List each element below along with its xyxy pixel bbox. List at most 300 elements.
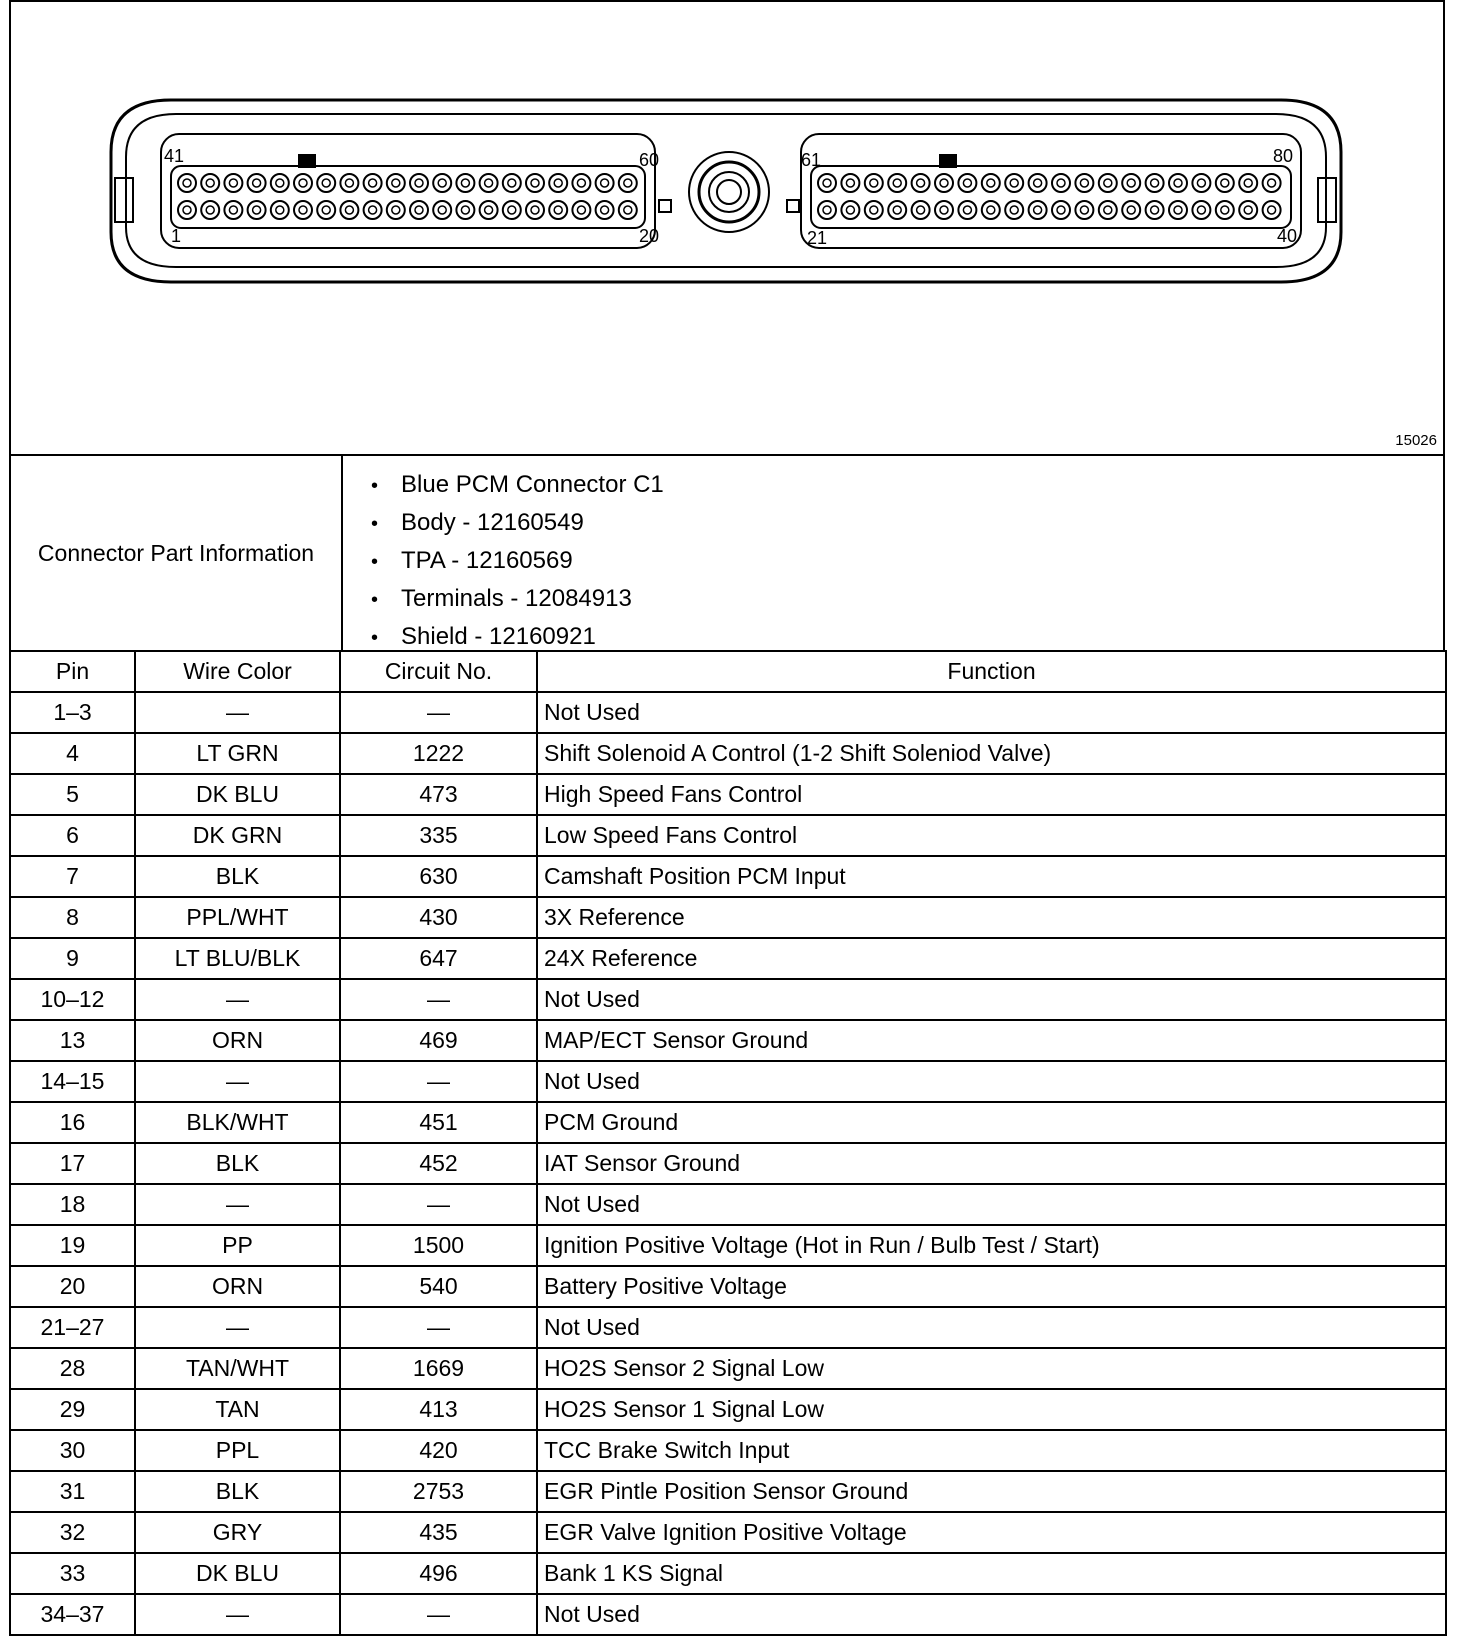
- pin-hole-center: [485, 179, 493, 187]
- pin-hole: [480, 174, 498, 192]
- table-row: [10, 1184, 1446, 1225]
- info-item: [371, 580, 664, 618]
- cell-circuit-no: 452: [340, 1143, 537, 1184]
- pin-hole: [1146, 201, 1164, 219]
- pinout-table: [9, 650, 1447, 1636]
- table-row: [10, 1512, 1446, 1553]
- pin-hole-center: [299, 179, 307, 187]
- cell-pin: 6: [10, 815, 135, 856]
- cell-pin: 13: [10, 1020, 135, 1061]
- cell-wire-color: BLK: [135, 856, 340, 897]
- pin-hole: [340, 174, 358, 192]
- pin-hole-center: [299, 206, 307, 214]
- cell-circuit-no: 1500: [340, 1225, 537, 1266]
- pin-hole-center: [183, 206, 191, 214]
- center-bolt-core: [717, 180, 741, 204]
- pin-label-60: 60: [639, 150, 660, 170]
- pin-hole: [1099, 201, 1117, 219]
- pin-hole-center: [870, 179, 878, 187]
- pin-hole: [982, 201, 1000, 219]
- cell-pin: 10–12: [10, 979, 135, 1020]
- pin-hole-center: [206, 179, 214, 187]
- pin-hole-center: [893, 179, 901, 187]
- header-pin: Pin: [10, 651, 135, 692]
- cell-function: Not Used: [537, 1307, 1446, 1348]
- cell-circuit-no: 473: [340, 774, 537, 815]
- cell-wire-color: —: [135, 692, 340, 733]
- info-item-text: Body - 12160549: [401, 509, 584, 536]
- cell-function: Shift Solenoid A Control (1-2 Shift Soleniod Valve): [537, 733, 1446, 774]
- pin-hole-center: [415, 206, 423, 214]
- cell-wire-color: —: [135, 1061, 340, 1102]
- table-row: [10, 1102, 1446, 1143]
- pin-hole-center: [1034, 179, 1042, 187]
- pin-hole: [912, 201, 930, 219]
- table-header-row: [10, 651, 1446, 692]
- pin-hole: [1052, 174, 1070, 192]
- pin-hole: [596, 174, 614, 192]
- cell-function: Not Used: [537, 979, 1446, 1020]
- pin-hole-center: [601, 206, 609, 214]
- connector-part-info: [9, 454, 1445, 652]
- cell-pin: 7: [10, 856, 135, 897]
- pin-label-21: 21: [807, 228, 828, 248]
- pin-hole: [178, 174, 196, 192]
- pin-hole: [1239, 174, 1257, 192]
- cell-wire-color: LT GRN: [135, 733, 340, 774]
- table-row: [10, 1553, 1446, 1594]
- pin-hole: [410, 201, 428, 219]
- pin-hole: [433, 174, 451, 192]
- pin-hole-center: [229, 179, 237, 187]
- pin-hole-center: [823, 206, 831, 214]
- cell-circuit-no: 1669: [340, 1348, 537, 1389]
- table-row: [10, 979, 1446, 1020]
- table-row: [10, 1430, 1446, 1471]
- pin-hole: [549, 201, 567, 219]
- cell-circuit-no: 630: [340, 856, 537, 897]
- pin-label-80: 80: [1273, 146, 1294, 166]
- bullet-icon: •: [371, 589, 379, 611]
- table-row: [10, 1389, 1446, 1430]
- pin-hole: [1146, 174, 1164, 192]
- pin-hole-center: [1057, 179, 1065, 187]
- cell-pin: 5: [10, 774, 135, 815]
- pin-hole: [841, 174, 859, 192]
- cell-function: HO2S Sensor 2 Signal Low: [537, 1348, 1446, 1389]
- cell-pin: 14–15: [10, 1061, 135, 1102]
- pin-hole: [841, 201, 859, 219]
- cell-pin: 9: [10, 938, 135, 979]
- pin-hole-center: [1127, 179, 1135, 187]
- table-row: [10, 1348, 1446, 1389]
- pin-hole: [503, 201, 521, 219]
- connector-face-drawing: [11, 2, 1447, 458]
- center-bolt-inner: [709, 172, 749, 212]
- pin-label-1: 1: [171, 226, 182, 246]
- cell-pin: 8: [10, 897, 135, 938]
- cell-function: Not Used: [537, 1594, 1446, 1635]
- pin-hole-center: [508, 179, 516, 187]
- pin-hole: [526, 201, 544, 219]
- table-row: [10, 1061, 1446, 1102]
- info-item-text: Shield - 12160921: [401, 623, 596, 650]
- tab-right: [787, 200, 799, 212]
- pin-hole-center: [508, 206, 516, 214]
- header-function: Function: [537, 651, 1446, 692]
- cell-function: High Speed Fans Control: [537, 774, 1446, 815]
- key-left: [298, 154, 316, 168]
- pin-hole: [1052, 201, 1070, 219]
- cell-wire-color: BLK: [135, 1471, 340, 1512]
- pin-label-40: 40: [1277, 226, 1298, 246]
- info-item: [371, 542, 664, 580]
- cell-circuit-no: 2753: [340, 1471, 537, 1512]
- header-wire-color: Wire Color: [135, 651, 340, 692]
- pin-hole-center: [1080, 206, 1088, 214]
- cell-circuit-no: 413: [340, 1389, 537, 1430]
- pin-hole-center: [1221, 179, 1229, 187]
- pin-hole: [1216, 201, 1234, 219]
- pin-hole: [619, 174, 637, 192]
- pin-hole-center: [846, 179, 854, 187]
- cell-pin: 28: [10, 1348, 135, 1389]
- pin-hole: [294, 201, 312, 219]
- pin-hole-center: [987, 206, 995, 214]
- cell-wire-color: ORN: [135, 1020, 340, 1061]
- cell-circuit-no: —: [340, 1594, 537, 1635]
- pin-hole-center: [1034, 206, 1042, 214]
- table-row: [10, 1471, 1446, 1512]
- latch-left: [115, 178, 133, 222]
- pin-hole: [935, 174, 953, 192]
- pin-hole-center: [554, 206, 562, 214]
- pin-hole-center: [253, 179, 261, 187]
- pin-hole: [1239, 201, 1257, 219]
- pin-hole-center: [1151, 206, 1159, 214]
- pin-hole: [958, 174, 976, 192]
- pin-hole: [364, 174, 382, 192]
- cell-wire-color: —: [135, 1594, 340, 1635]
- cell-wire-color: BLK: [135, 1143, 340, 1184]
- table-row: [10, 774, 1446, 815]
- table-row: [10, 815, 1446, 856]
- pin-hole: [865, 174, 883, 192]
- cell-pin: 30: [10, 1430, 135, 1471]
- pin-hole: [317, 174, 335, 192]
- pin-hole: [248, 174, 266, 192]
- cell-function: Not Used: [537, 692, 1446, 733]
- cell-circuit-no: —: [340, 692, 537, 733]
- cell-circuit-no: 335: [340, 815, 537, 856]
- bullet-icon: •: [371, 551, 379, 573]
- cell-circuit-no: 540: [340, 1266, 537, 1307]
- cell-pin: 33: [10, 1553, 135, 1594]
- pin-hole-center: [624, 206, 632, 214]
- cell-function: PCM Ground: [537, 1102, 1446, 1143]
- pin-hole: [178, 201, 196, 219]
- pin-hole: [480, 201, 498, 219]
- cell-function: Not Used: [537, 1184, 1446, 1225]
- cell-function: Not Used: [537, 1061, 1446, 1102]
- bullet-icon: •: [371, 627, 379, 649]
- pin-hole-center: [1244, 179, 1252, 187]
- cell-circuit-no: —: [340, 1061, 537, 1102]
- pin-hole: [317, 201, 335, 219]
- pin-hole: [982, 174, 1000, 192]
- table-row: [10, 1266, 1446, 1307]
- cell-pin: 20: [10, 1266, 135, 1307]
- cell-wire-color: TAN: [135, 1389, 340, 1430]
- cell-pin: 17: [10, 1143, 135, 1184]
- pin-hole-center: [940, 179, 948, 187]
- pin-hole-center: [1010, 206, 1018, 214]
- cell-circuit-no: 469: [340, 1020, 537, 1061]
- cell-function: 3X Reference: [537, 897, 1446, 938]
- pin-hole: [1029, 201, 1047, 219]
- pin-hole: [201, 174, 219, 192]
- pin-hole-center: [485, 206, 493, 214]
- pin-hole-center: [1010, 179, 1018, 187]
- cell-circuit-no: 435: [340, 1512, 537, 1553]
- pin-hole-center: [1244, 206, 1252, 214]
- pin-hole-center: [183, 179, 191, 187]
- cell-pin: 31: [10, 1471, 135, 1512]
- connector-part-info-list: [371, 466, 664, 656]
- cell-pin: 1–3: [10, 692, 135, 733]
- pin-hole-center: [1127, 206, 1135, 214]
- pin-hole-center: [531, 179, 539, 187]
- pin-hole-center: [870, 206, 878, 214]
- center-bolt-outer: [689, 152, 769, 232]
- pin-hole-center: [322, 206, 330, 214]
- pin-hole-center: [392, 206, 400, 214]
- pin-hole: [224, 174, 242, 192]
- info-item-text: TPA - 12160569: [401, 547, 573, 574]
- header-circuit-no: Circuit No.: [340, 651, 537, 692]
- pin-hole-center: [438, 179, 446, 187]
- pin-hole-center: [276, 206, 284, 214]
- pin-hole: [1192, 174, 1210, 192]
- pin-hole: [456, 201, 474, 219]
- cell-wire-color: GRY: [135, 1512, 340, 1553]
- cell-wire-color: BLK/WHT: [135, 1102, 340, 1143]
- pin-hole-center: [823, 179, 831, 187]
- cell-function: EGR Valve Ignition Positive Voltage: [537, 1512, 1446, 1553]
- pin-hole: [572, 174, 590, 192]
- cell-wire-color: TAN/WHT: [135, 1348, 340, 1389]
- pin-hole: [271, 201, 289, 219]
- info-item-text: Blue PCM Connector C1: [401, 471, 664, 498]
- cell-wire-color: DK BLU: [135, 774, 340, 815]
- cell-function: TCC Brake Switch Input: [537, 1430, 1446, 1471]
- pinout-table-body: [10, 692, 1446, 1635]
- pin-hole-center: [624, 179, 632, 187]
- cell-wire-color: PP: [135, 1225, 340, 1266]
- info-item: [371, 504, 664, 542]
- pin-hole-center: [577, 206, 585, 214]
- pin-hole-center: [917, 206, 925, 214]
- pin-hole: [1099, 174, 1117, 192]
- pin-hole-center: [1174, 206, 1182, 214]
- pin-hole: [1075, 174, 1093, 192]
- pin-hole: [1192, 201, 1210, 219]
- pin-hole-center: [554, 179, 562, 187]
- pin-hole: [912, 174, 930, 192]
- pin-hole-center: [345, 179, 353, 187]
- pin-label-41: 41: [164, 146, 185, 166]
- pin-hole: [364, 201, 382, 219]
- document-sheet: [9, 0, 1445, 1638]
- cell-circuit-no: —: [340, 1184, 537, 1225]
- cell-function: IAT Sensor Ground: [537, 1143, 1446, 1184]
- pin-hole: [410, 174, 428, 192]
- pin-hole-center: [415, 179, 423, 187]
- connector-part-info-label: Connector Part Information: [11, 456, 343, 650]
- cell-function: EGR Pintle Position Sensor Ground: [537, 1471, 1446, 1512]
- info-item: [371, 466, 664, 504]
- pin-hole-center: [1104, 179, 1112, 187]
- pin-hole-center: [1174, 179, 1182, 187]
- pin-hole: [1169, 201, 1187, 219]
- pin-hole: [572, 201, 590, 219]
- pin-hole-center: [601, 179, 609, 187]
- cell-circuit-no: 451: [340, 1102, 537, 1143]
- cell-function: Camshaft Position PCM Input: [537, 856, 1446, 897]
- table-row: [10, 1020, 1446, 1061]
- pin-hole-center: [1268, 179, 1276, 187]
- cell-pin: 29: [10, 1389, 135, 1430]
- cell-pin: 18: [10, 1184, 135, 1225]
- pin-hole: [888, 201, 906, 219]
- cell-wire-color: PPL: [135, 1430, 340, 1471]
- pin-hole: [888, 174, 906, 192]
- pin-hole-center: [345, 206, 353, 214]
- table-row: [10, 1143, 1446, 1184]
- table-row: [10, 856, 1446, 897]
- pin-hole-center: [963, 179, 971, 187]
- pin-hole-center: [1057, 206, 1065, 214]
- pin-hole: [456, 174, 474, 192]
- cell-circuit-no: 496: [340, 1553, 537, 1594]
- cell-function: Ignition Positive Voltage (Hot in Run / Bulb Test / Start): [537, 1225, 1446, 1266]
- cell-function: 24X Reference: [537, 938, 1446, 979]
- cell-pin: 32: [10, 1512, 135, 1553]
- cell-pin: 16: [10, 1102, 135, 1143]
- cell-pin: 19: [10, 1225, 135, 1266]
- cell-pin: 34–37: [10, 1594, 135, 1635]
- pin-hole-center: [963, 206, 971, 214]
- pin-hole: [294, 174, 312, 192]
- pin-hole-center: [846, 206, 854, 214]
- connector-figure: [9, 0, 1445, 456]
- pin-hole-center: [369, 206, 377, 214]
- cell-circuit-no: 430: [340, 897, 537, 938]
- bullet-icon: •: [371, 513, 379, 535]
- pin-hole-center: [438, 206, 446, 214]
- cell-pin: 21–27: [10, 1307, 135, 1348]
- pin-hole: [1122, 201, 1140, 219]
- table-row: [10, 897, 1446, 938]
- figure-number: 15026: [1395, 432, 1437, 449]
- pin-hole: [340, 201, 358, 219]
- pin-hole: [818, 174, 836, 192]
- pin-hole: [1005, 201, 1023, 219]
- pin-hole: [271, 174, 289, 192]
- pin-hole: [935, 201, 953, 219]
- key-right: [939, 154, 957, 168]
- cell-wire-color: DK GRN: [135, 815, 340, 856]
- tab-left: [659, 200, 671, 212]
- pin-hole-center: [229, 206, 237, 214]
- pin-hole: [387, 201, 405, 219]
- pin-hole: [865, 201, 883, 219]
- pin-hole-center: [392, 179, 400, 187]
- info-item-text: Terminals - 12084913: [401, 585, 632, 612]
- pin-hole-center: [893, 206, 901, 214]
- pin-hole-center: [577, 179, 585, 187]
- pin-hole: [958, 201, 976, 219]
- table-row: [10, 1307, 1446, 1348]
- bullet-icon: •: [371, 475, 379, 497]
- pin-hole-center: [1080, 179, 1088, 187]
- cell-wire-color: PPL/WHT: [135, 897, 340, 938]
- pin-hole-center: [1151, 179, 1159, 187]
- pin-hole: [387, 174, 405, 192]
- table-row: [10, 1594, 1446, 1635]
- pin-hole-center: [253, 206, 261, 214]
- pin-label-61: 61: [801, 150, 822, 170]
- cell-circuit-no: 1222: [340, 733, 537, 774]
- cell-wire-color: ORN: [135, 1266, 340, 1307]
- table-row: [10, 692, 1446, 733]
- pin-hole: [1075, 201, 1093, 219]
- pin-hole-center: [917, 179, 925, 187]
- pin-hole: [526, 174, 544, 192]
- cell-function: HO2S Sensor 1 Signal Low: [537, 1389, 1446, 1430]
- pin-hole-center: [1268, 206, 1276, 214]
- cell-wire-color: DK BLU: [135, 1553, 340, 1594]
- pin-hole: [619, 201, 637, 219]
- pin-hole-center: [1197, 206, 1205, 214]
- pin-hole: [248, 201, 266, 219]
- pin-hole: [503, 174, 521, 192]
- pin-hole-center: [1221, 206, 1229, 214]
- pin-hole-center: [461, 179, 469, 187]
- cell-circuit-no: —: [340, 979, 537, 1020]
- table-row: [10, 733, 1446, 774]
- pin-hole-center: [322, 179, 330, 187]
- cell-wire-color: LT BLU/BLK: [135, 938, 340, 979]
- pin-hole-center: [206, 206, 214, 214]
- pin-hole: [1169, 174, 1187, 192]
- pin-hole: [1263, 201, 1281, 219]
- cell-pin: 4: [10, 733, 135, 774]
- table-row: [10, 938, 1446, 979]
- cell-function: MAP/ECT Sensor Ground: [537, 1020, 1446, 1061]
- table-row: [10, 1225, 1446, 1266]
- pin-hole: [1005, 174, 1023, 192]
- cell-function: Low Speed Fans Control: [537, 815, 1446, 856]
- cell-circuit-no: 647: [340, 938, 537, 979]
- pin-hole-center: [276, 179, 284, 187]
- cell-circuit-no: —: [340, 1307, 537, 1348]
- pin-hole: [433, 201, 451, 219]
- pin-hole-center: [531, 206, 539, 214]
- cell-wire-color: —: [135, 979, 340, 1020]
- pin-hole-center: [1104, 206, 1112, 214]
- cell-wire-color: —: [135, 1307, 340, 1348]
